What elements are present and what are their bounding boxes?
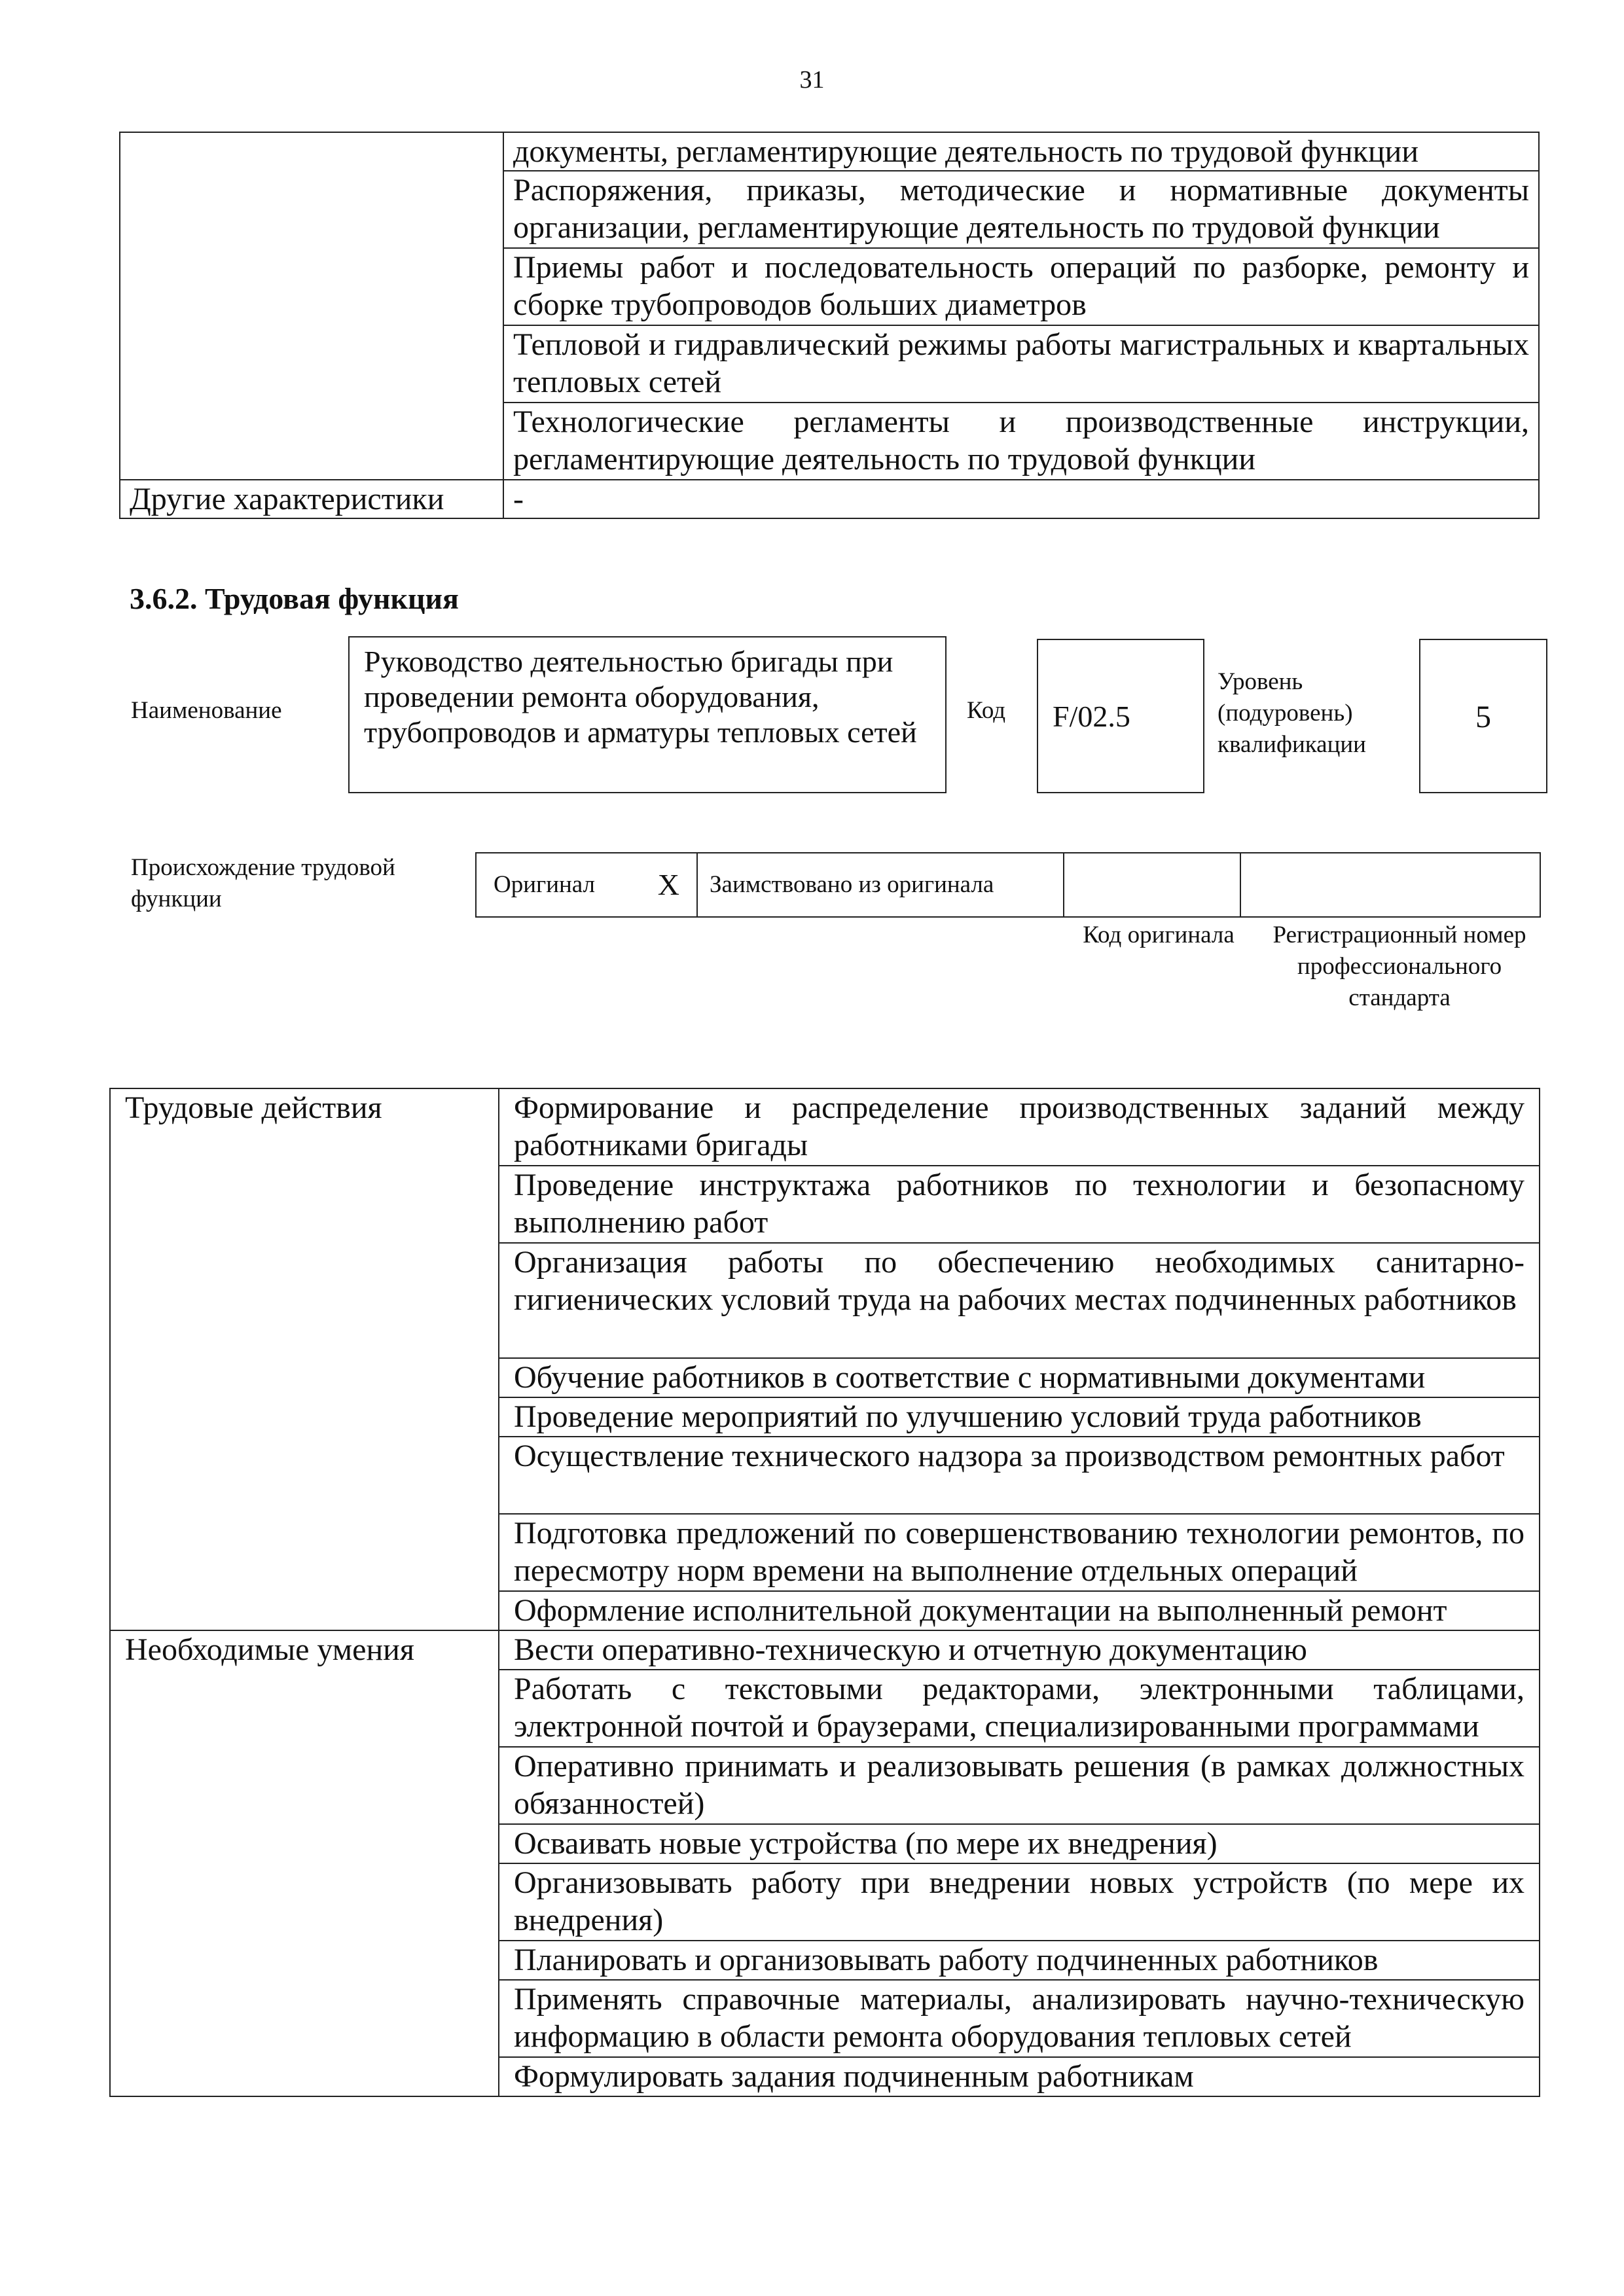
registration-number-cell	[1240, 853, 1540, 917]
table-cell: Проведение мероприятий по улучшению условий труда работников	[499, 1397, 1540, 1437]
code-original-cell	[1064, 853, 1240, 917]
borrowed-label: Заимствовано из оригинала	[697, 853, 1064, 917]
level-box	[1419, 639, 1547, 793]
code-original-caption: Код оригинала	[1083, 922, 1235, 948]
other-characteristics-label: Другие характеристики	[120, 480, 503, 518]
table-cell: Технологические регламенты и производственные инструкции, регламентирующие деятельность по трудовой функции	[503, 403, 1539, 480]
table-row	[120, 480, 1539, 518]
table-cell: Планировать и организовывать работу подчиненных работников	[499, 1941, 1540, 1980]
name-label: Наименование	[131, 697, 282, 724]
table-cell: Распоряжения, приказы, методические и нормативные документы организации, регламентирующие деятельность по трудовой функции	[503, 171, 1539, 248]
table-cell: Организовывать работу при внедрении новых устройств (по мере их внедрения)	[499, 1863, 1540, 1941]
original-mark: X	[657, 868, 679, 901]
code-value: F/02.5	[1053, 700, 1130, 733]
table-cell: Обучение работников в соответствие с нормативными документами	[499, 1358, 1540, 1397]
origin-table	[475, 852, 1541, 918]
origin-label: Происхождение трудовой функции	[131, 854, 395, 912]
table-cell: Осуществление технического надзора за производством ремонтных работ	[499, 1437, 1540, 1514]
table-cell: Формулировать задания подчиненным работникам	[499, 2057, 1540, 2096]
required-skills-label: Необходимые умения	[110, 1630, 499, 2096]
empty-label-cell	[120, 132, 503, 480]
labor-function-table	[109, 1088, 1540, 2097]
table-cell: документы, регламентирующие деятельность по трудовой функции	[503, 132, 1539, 171]
table-cell: Применять справочные материалы, анализировать научно-техническую информацию в области ремонта оборудования тепловых сетей	[499, 1980, 1540, 2057]
original-label: Оригинал	[494, 871, 596, 898]
code-label: Код	[967, 697, 1006, 724]
table-cell: Оформление исполнительной документации на выполненный ремонт	[499, 1591, 1540, 1630]
table-cell: Приемы работ и последовательность операций по разборке, ремонту и сборке трубопроводов больших диаметров	[503, 248, 1539, 325]
level-label: Уровень (подуровень) квалификации	[1218, 668, 1366, 758]
labor-actions-label: Трудовые действия	[110, 1088, 499, 1630]
knowledge-continuation-table	[119, 132, 1540, 519]
table-cell: Тепловой и гидравлический режимы работы магистральных и квартальных тепловых сетей	[503, 325, 1539, 403]
table-cell: Организация работы по обеспечению необходимых санитарно-гигиенических условий труда на рабочих местах подчиненных работников	[499, 1243, 1540, 1358]
table-row	[476, 853, 1540, 917]
function-name-value: Руководство деятельностью бригады при проведении ремонта оборудования, трубопроводов и арматуры тепловых сетей	[364, 645, 917, 749]
table-cell: Оперативно принимать и реализовывать решения (в рамках должностных обязанностей)	[499, 1747, 1540, 1824]
table-cell: Осваивать новые устройства (по мере их внедрения)	[499, 1824, 1540, 1863]
level-value: 5	[1475, 700, 1491, 734]
table-cell: Формирование и распределение производственных заданий между работниками бригады	[499, 1088, 1540, 1166]
other-characteristics-value: -	[503, 480, 1539, 518]
table-cell: Работать с текстовыми редакторами, электронными таблицами, электронной почтой и браузерами, специализированными программами	[499, 1670, 1540, 1747]
table-cell: Подготовка предложений по совершенствованию технологии ремонтов, по пересмотру норм времени на выполнение отдельных операций	[499, 1514, 1540, 1591]
code-box	[1037, 639, 1204, 793]
table-row	[110, 1630, 1540, 1670]
table-row	[120, 132, 1539, 171]
table-cell: Проведение инструктажа работников по технологии и безопасному выполнению работ	[499, 1166, 1540, 1243]
table-row	[110, 1088, 1540, 1166]
section-heading: 3.6.2. Трудовая функция	[130, 582, 459, 615]
original-cell	[476, 853, 697, 917]
registration-number-caption: Регистрационный номер профессионального стандарта	[1272, 922, 1526, 1011]
function-name-box	[348, 636, 947, 793]
page-number: 31	[799, 66, 825, 94]
table-cell: Вести оперативно-техническую и отчетную документацию	[499, 1630, 1540, 1670]
